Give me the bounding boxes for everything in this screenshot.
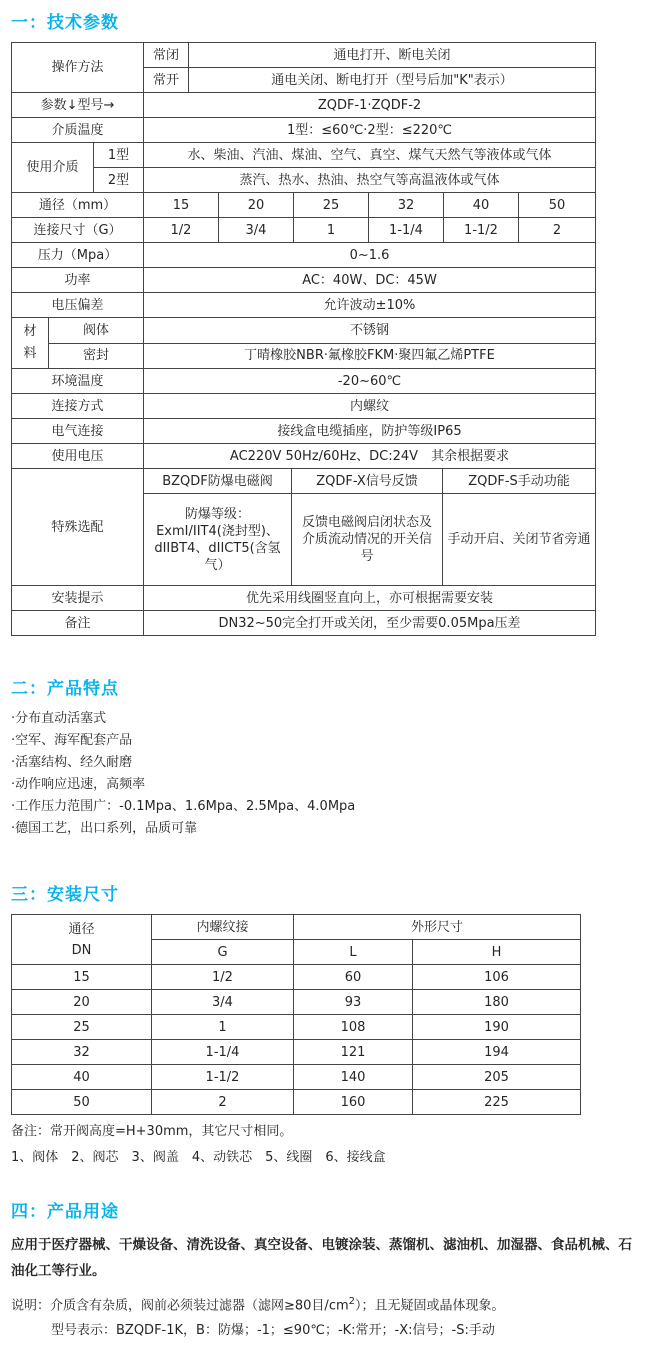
- cell-install-tip-value: 优先采用线圈竖直向上，亦可根据需要安装: [144, 586, 596, 611]
- cell-connection-size-value: 1: [294, 218, 369, 243]
- cell-diameter-value: 20: [219, 193, 294, 218]
- feature-item: ·工作压力范围广：-0.1Mpa、1.6Mpa、2.5Mpa、4.0Mpa: [11, 799, 356, 814]
- cell-mode-normally-open: 常开: [144, 68, 189, 93]
- row-label-medium-temp: 介质温度: [12, 118, 144, 143]
- cell-dn: 20: [12, 990, 152, 1015]
- row-label-electrical-connection: 电气连接: [12, 419, 144, 444]
- cell-h: 106: [413, 965, 581, 990]
- cell-connection-type-value: 内螺纹: [144, 394, 596, 419]
- dimensions-note: 备注：常开阀高度=H+30mm，其它尺寸相同。: [11, 1124, 293, 1139]
- cell-dn: 15: [12, 965, 152, 990]
- tech-table-special-options: [11, 468, 596, 586]
- cell-l: 160: [294, 1090, 413, 1115]
- table-row: [12, 1090, 581, 1115]
- tech-table-model: [11, 92, 596, 143]
- cell-special-detail-signal: 反馈电磁阀启闭状态及介质流动情况的开关信号: [292, 494, 443, 586]
- cell-model-value: ZQDF-1·ZQDF-2: [144, 93, 596, 118]
- feature-item: ·活塞结构、经久耐磨: [11, 755, 133, 770]
- cell-h: 190: [413, 1015, 581, 1040]
- row-label-operation-method: 操作方法: [12, 43, 144, 93]
- tech-table-remarks: [11, 585, 596, 636]
- cell-g: 1: [152, 1015, 294, 1040]
- cell-medium-type2: 2型: [94, 168, 144, 193]
- cell-electrical-connection-value: 接线盒电缆插座，防护等级IP65: [144, 419, 596, 444]
- row-label-install-tip: 安装提示: [12, 586, 144, 611]
- cell-l: 108: [294, 1015, 413, 1040]
- parts-legend: 1、阀体 2、阀芯 3、阀盖 4、动铁芯 5、线圈 6、接线盒: [11, 1150, 386, 1165]
- table-row: [12, 1040, 581, 1065]
- row-label-remark: 备注: [12, 611, 144, 636]
- cell-connection-size-value: 2: [519, 218, 596, 243]
- cell-mode-normally-closed: 常闭: [144, 43, 189, 68]
- cell-medium-type1-desc: 水、柴油、汽油、煤油、空气、真空、煤气天然气等液体或气体: [144, 143, 596, 168]
- section-title-dimensions: 三：安装尺寸: [11, 885, 119, 905]
- usage-note-prefix: 说明：介质含有杂质，阀前必须装过滤器（滤网≥80目/cm: [11, 1298, 349, 1314]
- row-label-diameter: 通径（mm）: [12, 193, 144, 218]
- row-label-voltage-deviation: 电压偏差: [12, 293, 144, 318]
- table-row: [12, 1015, 581, 1040]
- cell-l: 60: [294, 965, 413, 990]
- cell-dn: 50: [12, 1090, 152, 1115]
- feature-item: ·分布直动活塞式: [11, 711, 107, 726]
- cell-special-header-manual: ZQDF-S手动功能: [443, 469, 596, 494]
- model-designation: 型号表示：BZQDF-1K，B：防爆；-1；≤90℃；-K:常开；-X:信号；-S:手动: [51, 1323, 495, 1339]
- cell-supply-voltage-value: AC220V 50Hz/60Hz、DC:24V 其余根据要求: [144, 444, 596, 469]
- tech-table-material: [11, 317, 596, 369]
- cell-normally-closed-desc: 通电打开、断电关闭: [189, 43, 596, 68]
- usage-note-suffix: ）；且无疑固或晶体现象。: [355, 1298, 505, 1314]
- cell-g: 1-1/4: [152, 1040, 294, 1065]
- tech-table-operation: [11, 42, 596, 93]
- header-g: G: [152, 940, 294, 965]
- cell-pressure-value: 0~1.6: [144, 243, 596, 268]
- cell-diameter-value: 40: [444, 193, 519, 218]
- cell-diameter-value: 50: [519, 193, 596, 218]
- row-label-pressure: 压力（Mpa）: [12, 243, 144, 268]
- cell-h: 225: [413, 1090, 581, 1115]
- cell-diameter-value: 15: [144, 193, 219, 218]
- cell-g: 2: [152, 1090, 294, 1115]
- table-row: [12, 965, 581, 990]
- tech-table-medium: [11, 142, 596, 193]
- header-l: L: [294, 940, 413, 965]
- cell-g: 1-1/2: [152, 1065, 294, 1090]
- feature-item: ·动作响应迅速，高频率: [11, 777, 146, 792]
- application-text: 应用于医疗器械、干燥设备、清洗设备、真空设备、电镀涂装、蒸馏机、滤油机、加湿器、食品机械、石油化工等行业。: [11, 1237, 632, 1279]
- header-h: H: [413, 940, 581, 965]
- row-label-special-options: 特殊选配: [12, 469, 144, 586]
- cell-material-body: 阀体: [49, 318, 144, 344]
- features-list: [11, 708, 645, 840]
- cell-medium-type2-desc: 蒸汽、热水、热油、热空气等高温液体或气体: [144, 168, 596, 193]
- table-row: [12, 990, 581, 1015]
- material-label-char: 料: [23, 346, 37, 361]
- cell-l: 140: [294, 1065, 413, 1090]
- tech-table-electrics: [11, 242, 596, 318]
- cell-dn: 25: [12, 1015, 152, 1040]
- cell-remark-value: DN32~50完全打开或关闭，至少需要0.05Mpa压差: [144, 611, 596, 636]
- row-label-ambient-temp: 环境温度: [12, 369, 144, 394]
- cell-connection-size-value: 1/2: [144, 218, 219, 243]
- tech-table-environment: [11, 368, 596, 469]
- usage-note: [11, 1292, 645, 1316]
- cell-h: 194: [413, 1040, 581, 1065]
- cell-dn: 32: [12, 1040, 152, 1065]
- cell-material-body-value: 不锈钢: [144, 318, 596, 344]
- cell-ambient-temp-value: -20~60℃: [144, 369, 596, 394]
- tech-table-diameter: [11, 192, 596, 243]
- cell-voltage-deviation-value: 允许波动±10%: [144, 293, 596, 318]
- header-dn-top: 通径: [68, 921, 95, 937]
- row-label-medium: 使用介质: [12, 143, 94, 193]
- cell-h: 205: [413, 1065, 581, 1090]
- cell-special-header-explosion: BZQDF防爆电磁阀: [144, 469, 292, 494]
- cell-g: 1/2: [152, 965, 294, 990]
- cell-material-seal-value: 丁晴橡胶NBR·氟橡胶FKM·聚四氟乙烯PTFE: [144, 343, 596, 369]
- cell-special-detail-manual: 手动开启、关闭节省旁通: [443, 494, 596, 586]
- cell-l: 93: [294, 990, 413, 1015]
- cell-power-value: AC：40W、DC：45W: [144, 268, 596, 293]
- row-label-param-model: 参数↓型号→: [12, 93, 144, 118]
- feature-item: ·德国工艺，出口系列，品质可靠: [11, 821, 198, 836]
- cell-diameter-value: 25: [294, 193, 369, 218]
- row-label-material: [12, 318, 49, 369]
- header-outline: 外形尺寸: [294, 915, 581, 940]
- usage-note-superscript: 2: [348, 1296, 356, 1307]
- material-label-char: 材: [23, 324, 37, 339]
- header-dn: [12, 915, 152, 965]
- cell-connection-size-value: 1-1/4: [369, 218, 444, 243]
- cell-diameter-value: 32: [369, 193, 444, 218]
- header-thread: 内螺纹接: [152, 915, 294, 940]
- cell-special-detail-explosion: 防爆等级：ExmI/IIT4(浇封型)、dIIBT4、dIICT5(含氢气）: [144, 494, 292, 586]
- cell-g: 3/4: [152, 990, 294, 1015]
- cell-special-header-signal: ZQDF-X信号反馈: [292, 469, 443, 494]
- cell-material-seal: 密封: [49, 343, 144, 369]
- header-dn-bottom: DN: [71, 942, 92, 958]
- section-title-usage: 四：产品用途: [11, 1202, 119, 1222]
- section-title-tech-params: 一：技术参数: [11, 13, 119, 33]
- cell-medium-temp-value: 1型：≤60℃·2型：≤220℃: [144, 118, 596, 143]
- dimensions-table: [11, 914, 581, 1115]
- feature-item: ·空军、海军配套产品: [11, 733, 133, 748]
- row-label-supply-voltage: 使用电压: [12, 444, 144, 469]
- cell-connection-size-value: 1-1/2: [444, 218, 519, 243]
- row-label-connection-size: 连接尺寸（G）: [12, 218, 144, 243]
- cell-medium-type1: 1型: [94, 143, 144, 168]
- section-title-features: 二：产品特点: [11, 679, 119, 699]
- cell-l: 121: [294, 1040, 413, 1065]
- table-row: [12, 1065, 581, 1090]
- cell-normally-open-desc: 通电关闭、断电打开（型号后加"K"表示）: [189, 68, 596, 93]
- cell-h: 180: [413, 990, 581, 1015]
- cell-dn: 40: [12, 1065, 152, 1090]
- cell-connection-size-value: 3/4: [219, 218, 294, 243]
- row-label-connection-type: 连接方式: [12, 394, 144, 419]
- row-label-power: 功率: [12, 268, 144, 293]
